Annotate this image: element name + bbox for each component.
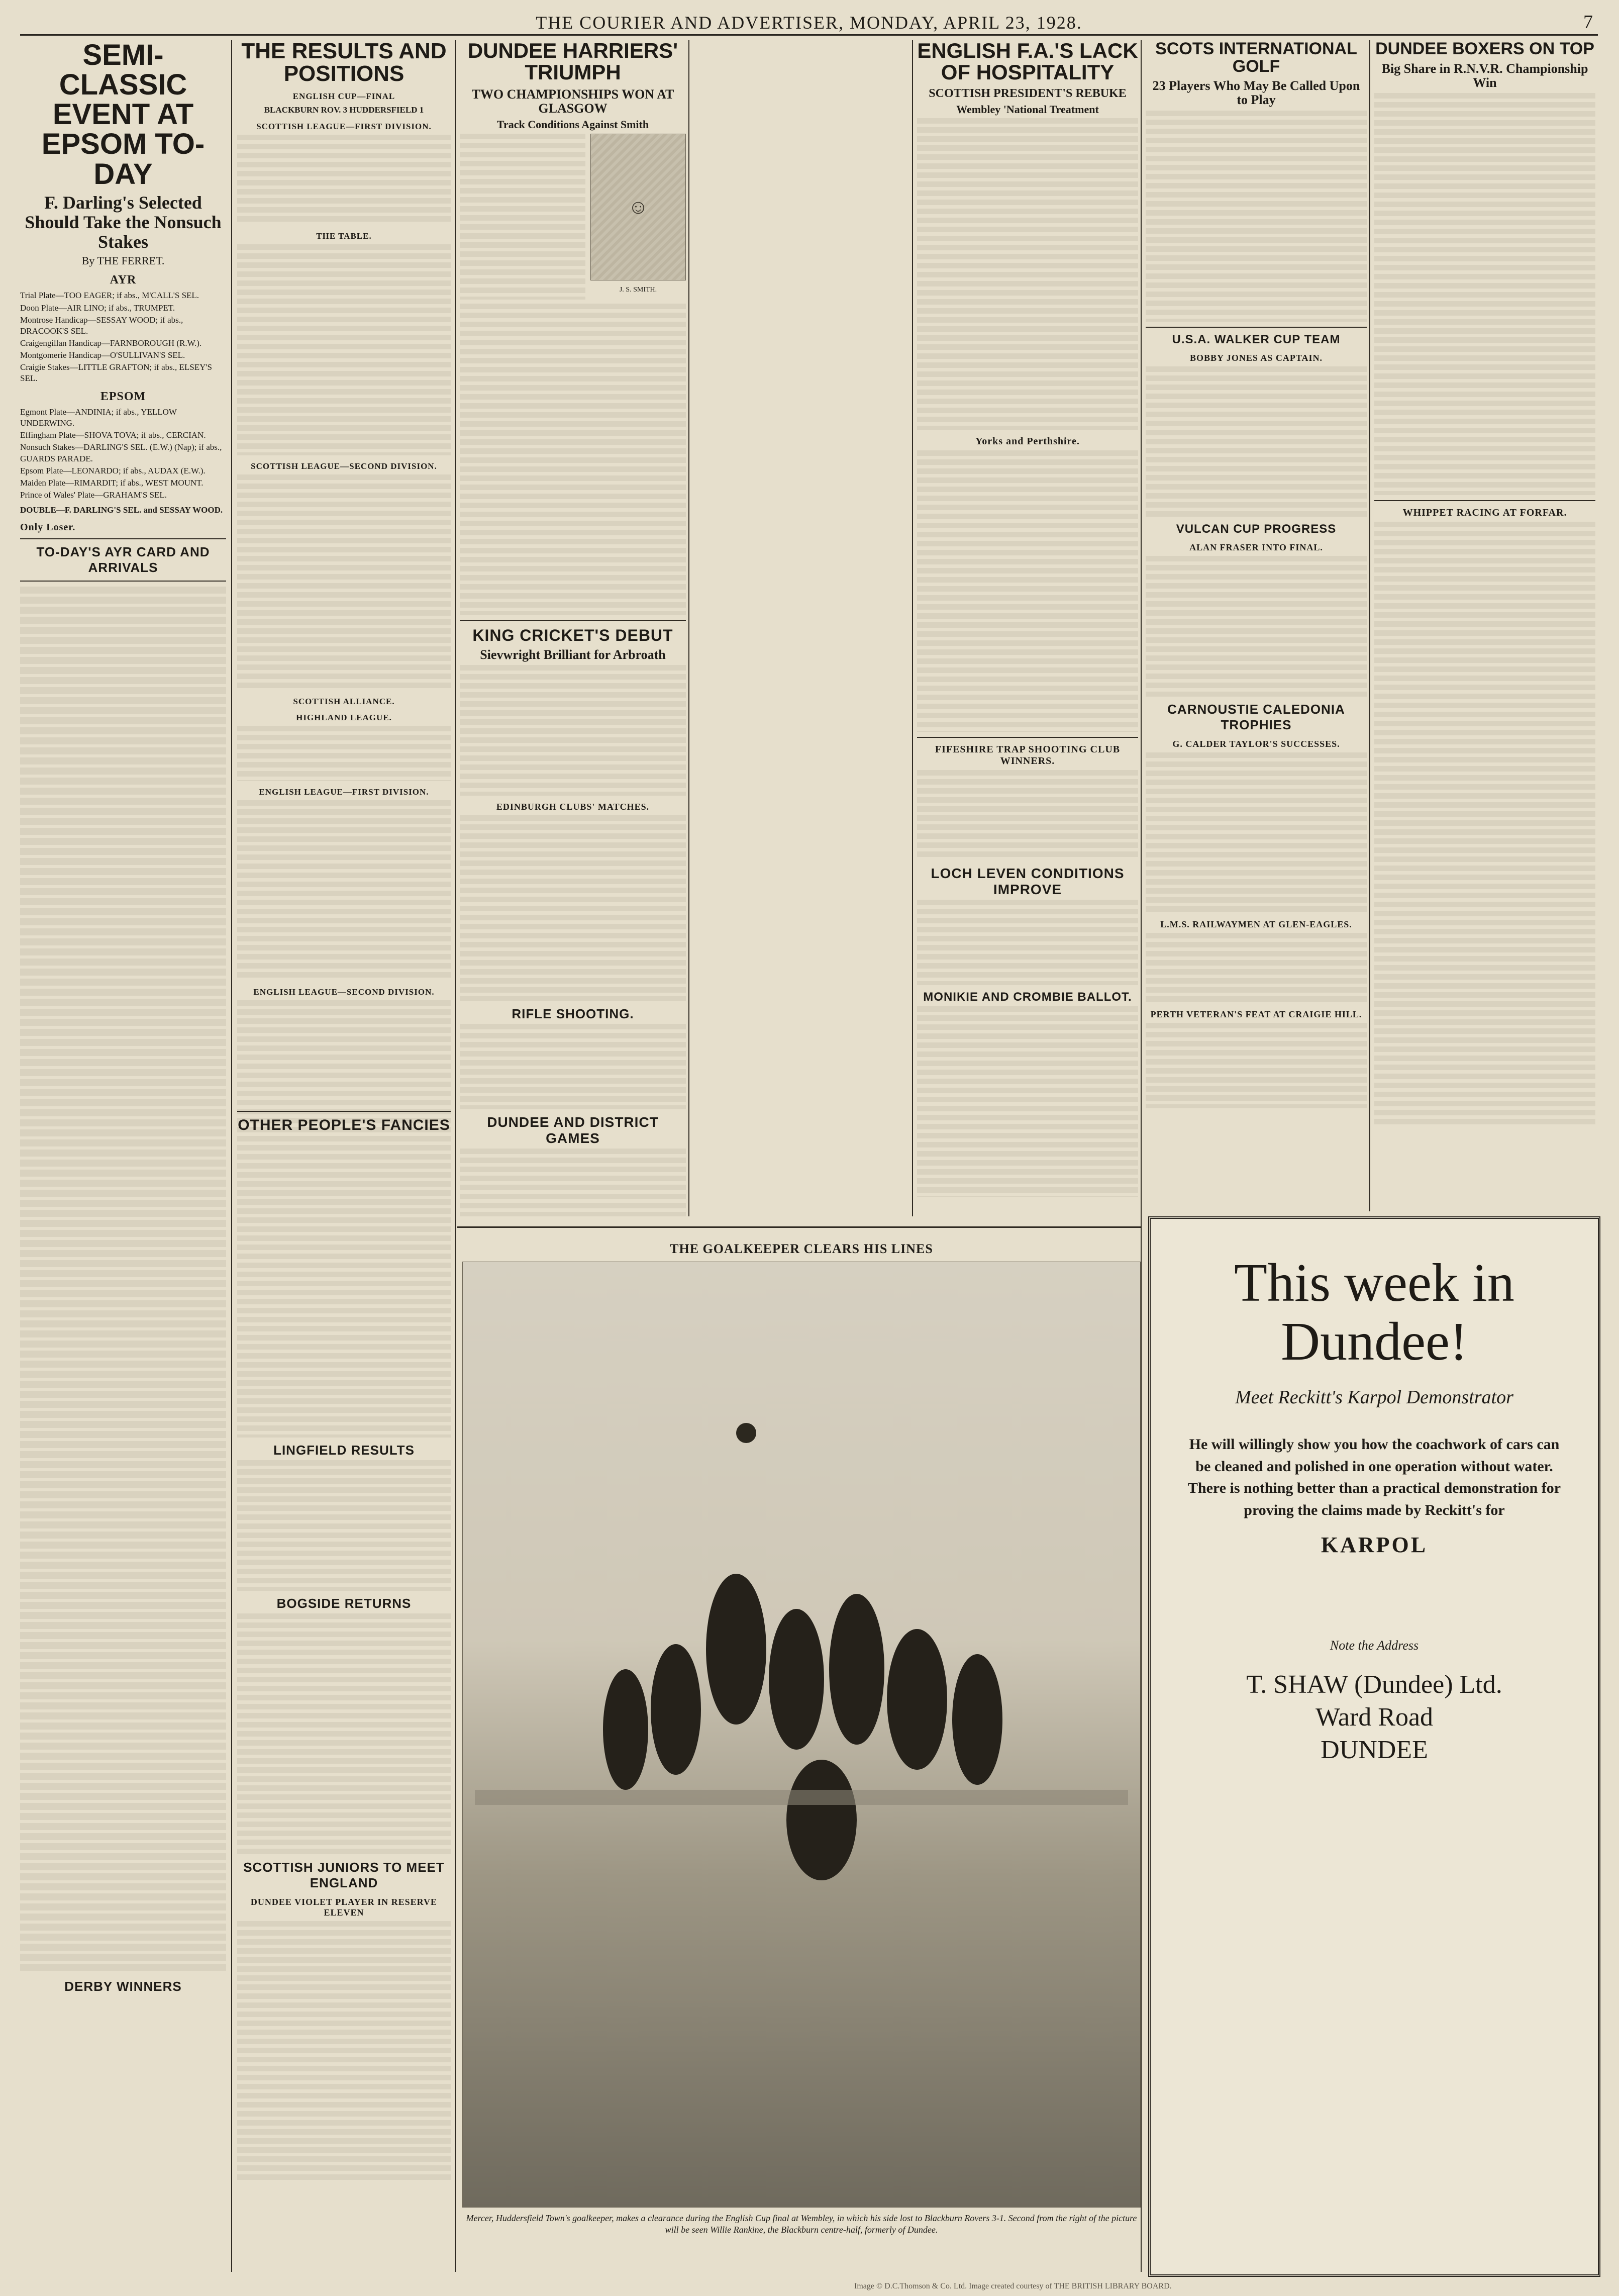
page-number: 7	[1583, 12, 1593, 33]
cricket-subhead: Sievwright Brilliant for Arbroath	[480, 647, 666, 662]
league-table-lines	[237, 800, 451, 981]
tip-entry: Craigie Stakes—LITTLE GRAFTON; if abs., ELSEY'S SEL.	[20, 362, 212, 384]
article-lines	[917, 450, 1138, 732]
tip-entry: Prince of Wales' Plate—GRAHAM'S SEL.	[20, 490, 167, 500]
cricket-heading: KING CRICKET'S DEBUT	[472, 626, 673, 644]
headline-boxers: DUNDEE BOXERS ON TOP	[1375, 40, 1594, 58]
tip-entry: Craigengillan Handicap—FARNBOROUGH (R.W.).	[20, 338, 202, 348]
tip-entry: Montrose Handicap—SESSAY WOOD; if abs., DRACOOK'S SEL.	[20, 315, 183, 336]
lingfield-lines	[237, 1460, 451, 1591]
article-lines	[460, 134, 585, 300]
league-table-lines	[237, 244, 451, 455]
column-rule	[688, 40, 689, 1216]
tip-entry: Epsom Plate—LEONARDO; if abs., AUDAX (E.W.).	[20, 465, 206, 475]
juniors-subhead: DUNDEE VIOLET PLAYER IN RESERVE ELEVEN	[250, 1897, 438, 1918]
loch-leven-heading: LOCH LEVEN CONDITIONS IMPROVE	[931, 866, 1125, 898]
highland-league: HIGHLAND LEAGUE.	[296, 712, 392, 722]
divider	[460, 620, 686, 621]
article-lines	[1146, 111, 1367, 322]
headline-epsom: SEMI-CLASSIC EVENT AT EPSOM TO-DAY	[41, 40, 205, 190]
column-fancies	[237, 1106, 451, 2272]
company-street: Ward Road	[1315, 1703, 1434, 1732]
headline-golf: SCOTS INTERNATIONAL GOLF	[1155, 40, 1357, 76]
only-loser: Only Loser.	[20, 522, 76, 533]
juniors-lines	[237, 1921, 451, 2182]
article-lines	[917, 900, 1138, 985]
column-rule	[912, 40, 913, 1216]
monikie-heading: MONIKIE AND CROMBIE BALLOT.	[923, 990, 1132, 1004]
advert-note: Note the Address	[1330, 1638, 1419, 1653]
divider	[457, 1226, 1141, 1228]
perth-heading: PERTH VETERAN'S FEAT AT CRAIGIE HILL.	[1150, 1009, 1362, 1019]
subhead-players: 23 Players Who May Be Called Upon to Play	[1152, 78, 1360, 108]
divider	[20, 581, 226, 582]
tip-entry: Trial Plate—TOO EAGER; if abs., M'CALL'S SEL.	[20, 291, 199, 301]
column-golf	[1146, 40, 1367, 1211]
advert-body: He will willingly show you how the coachwork of cars can be cleaned and polished in one operation without water. There is nothing better than a practical demonstration for proving the claims made by Reckitt's for	[1187, 1436, 1561, 1518]
juniors-heading: SCOTTISH JUNIORS TO MEET ENGLAND	[243, 1860, 445, 1890]
yorks-heading: Yorks and Perthshire.	[975, 436, 1080, 447]
carnoustie-heading: CARNOUSTIE CALEDONIA TROPHIES	[1167, 701, 1345, 732]
smith-photo	[590, 134, 686, 280]
photo-caption: Mercer, Huddersfield Town's goalkeeper, makes a clearance during the English Cup final at Wembley, in which his side lost to Blackburn Rovers 3-1. Second from the right of the picture will be seen Willie Rankine, the Blackburn centre-half, formerly of Dundee.	[466, 2213, 1137, 2235]
article-lines	[1146, 1023, 1367, 1108]
divider	[237, 1111, 451, 1112]
smith-caption: J. S. SMITH.	[619, 285, 657, 294]
article-lines	[1146, 933, 1367, 1003]
subhead-championships: TWO CHAMPIONSHIPS WON AT GLASGOW	[471, 86, 674, 116]
rifle-heading: RIFLE SHOOTING.	[512, 1006, 634, 1021]
column-fa	[917, 40, 1138, 1216]
column-harriers	[460, 40, 686, 1216]
scottish-league-second: SCOTTISH LEAGUE—SECOND DIVISION.	[251, 461, 437, 471]
subhead-rebuke: SCOTTISH PRESIDENT'S REBUKE	[929, 86, 1127, 100]
article-lines	[917, 1006, 1138, 1197]
tip-entry: Egmont Plate—ANDINIA; if abs., YELLOW UNDERWING.	[20, 407, 177, 428]
table-heading: THE TABLE.	[316, 231, 372, 241]
bogside-heading: BOGSIDE RETURNS	[276, 1596, 412, 1611]
scores-lines	[460, 815, 686, 1001]
tip-entry: Montgomerie Handicap—O'SULLIVAN'S SEL.	[20, 350, 185, 360]
vulcan-subhead: ALAN FRASER INTO FINAL.	[1189, 542, 1323, 552]
divider	[1374, 500, 1595, 501]
subhead-wembley: Wembley 'National Treatment	[956, 103, 1099, 116]
fifeshire-heading: FIFESHIRE TRAP SHOOTING CLUB WINNERS.	[935, 744, 1121, 767]
article-lines	[1146, 752, 1367, 913]
column-rule	[1141, 40, 1142, 2272]
photo-goalkeeper	[462, 1241, 1141, 2272]
whippet-heading: WHIPPET RACING AT FORFAR.	[1402, 507, 1567, 518]
masthead	[20, 9, 1598, 36]
english-cup-final: ENGLISH CUP—FINAL	[292, 91, 395, 101]
edinburgh-heading: EDINBURGH CLUBS' MATCHES.	[496, 801, 650, 812]
divider	[1146, 327, 1367, 328]
lingfield-heading: LINGFIELD RESULTS	[273, 1443, 415, 1458]
article-lines	[917, 118, 1138, 430]
advert-headline	[1151, 1254, 1598, 1371]
carnoustie-subhead: G. CALDER TAYLOR'S SUCCESSES.	[1172, 738, 1340, 749]
cup-final-result: BLACKBURN ROV. 3 HUDDERSFIELD 1	[264, 105, 424, 115]
district-heading: DUNDEE AND DISTRICT GAMES	[487, 1114, 659, 1146]
tip-entry: Maiden Plate—RIMARDIT; if abs., WEST MOUNT.	[20, 477, 204, 488]
english-league-first: ENGLISH LEAGUE—FIRST DIVISION.	[259, 787, 429, 797]
byline: By THE FERRET.	[81, 254, 165, 267]
fancies-lines	[237, 1136, 451, 1438]
scottish-league-first: SCOTTISH LEAGUE—FIRST DIVISION.	[256, 121, 432, 131]
subhead-rnvr: Big Share in R.N.V.R. Championship Win	[1381, 61, 1588, 90]
advert-company	[1151, 1668, 1598, 1766]
scores-lines	[460, 1024, 686, 1109]
column-rule	[231, 40, 232, 2272]
players-silhouettes	[603, 1574, 1002, 1880]
lms-heading: L.M.S. RAILWAYMEN AT GLEN-EAGLES.	[1160, 919, 1352, 929]
advert-headline-line1: This week in	[1234, 1253, 1514, 1313]
article-lines	[460, 665, 686, 796]
headline-fa: ENGLISH F.A.'S LACK OF HOSPITALITY	[917, 40, 1138, 84]
headline-results: THE RESULTS AND POSITIONS	[241, 40, 447, 86]
section-epsom: EPSOM	[100, 390, 146, 404]
tip-entry: Doon Plate—AIR LINO; if abs., TRUMPET.	[20, 303, 175, 313]
divider	[20, 538, 226, 539]
walker-cup-heading: U.S.A. WALKER CUP TEAM	[1172, 332, 1341, 346]
league-table-lines	[237, 474, 451, 691]
article-lines	[1146, 556, 1367, 697]
football-photo	[462, 1262, 1141, 2208]
players-illustration	[475, 1267, 1128, 2202]
article-lines	[1146, 366, 1367, 517]
article-lines	[917, 770, 1138, 860]
section-ayr: AYR	[110, 273, 137, 287]
column-racing	[20, 40, 226, 2272]
tip-entry: Nonsuch Stakes—DARLING'S SEL. (E.W.) (Nap); if abs., GUARDS PARADE.	[20, 442, 222, 463]
results-lines	[237, 135, 451, 225]
advert-brand: KARPOL	[1321, 1533, 1428, 1558]
article-lines	[460, 304, 686, 615]
advert-meet: Meet Reckitt's Karpol Demonstrator	[1235, 1387, 1513, 1408]
column-rule	[455, 40, 456, 2272]
english-league-second: ENGLISH LEAGUE—SECOND DIVISION.	[253, 987, 435, 997]
copyright-footer: Image © D.C.Thomson & Co. Ltd. Image created courtesy of THE BRITISH LIBRARY BOARD.	[854, 2282, 1172, 2290]
subhead-darling: F. Darling's Selected Should Take the Nonsuch Stakes	[25, 192, 222, 252]
column-boxers	[1374, 40, 1595, 1211]
photo-title: THE GOALKEEPER CLEARS HIS LINES	[670, 1241, 933, 1256]
portrait-icon: ☺	[628, 196, 649, 219]
racecard-lines	[20, 587, 226, 1974]
divider	[917, 737, 1138, 738]
bogside-lines	[237, 1613, 451, 1855]
results-lines	[460, 1149, 686, 1216]
double-tip: DOUBLE—F. DARLING'S SEL. and SESSAY WOOD.	[20, 505, 223, 515]
derby-heading: DERBY WINNERS	[64, 1979, 182, 1994]
column-rule	[1369, 40, 1370, 1211]
headline-harriers: DUNDEE HARRIERS' TRIUMPH	[467, 40, 678, 84]
racecard-text-block	[20, 587, 226, 1974]
masthead-title: THE COURIER AND ADVERTISER, MONDAY, APRIL 23, 1928.	[536, 13, 1082, 33]
ayr-card-heading: TO-DAY'S AYR CARD AND ARRIVALS	[36, 544, 210, 575]
ball-icon	[736, 1423, 756, 1443]
company-name: T. SHAW (Dundee) Ltd.	[1246, 1670, 1502, 1699]
article-lines	[1374, 93, 1595, 495]
subhead-track: Track Conditions Against Smith	[496, 118, 649, 131]
advert-headline-line2: Dundee!	[1281, 1311, 1468, 1372]
other-fancies-heading: OTHER PEOPLE'S FANCIES	[238, 1117, 450, 1133]
vulcan-heading: VULCAN CUP PROGRESS	[1176, 522, 1337, 536]
walker-cup-subhead: BOBBY JONES AS CAPTAIN.	[1189, 352, 1323, 363]
karpol-advert	[1148, 1216, 1600, 2277]
results-lines	[237, 726, 451, 781]
tip-entry: Effingham Plate—SHOVA TOVA; if abs., CERCIAN.	[20, 430, 206, 440]
company-city: DUNDEE	[1321, 1736, 1428, 1765]
article-lines	[1374, 522, 1595, 1125]
scottish-alliance: SCOTTISH ALLIANCE.	[293, 696, 395, 706]
